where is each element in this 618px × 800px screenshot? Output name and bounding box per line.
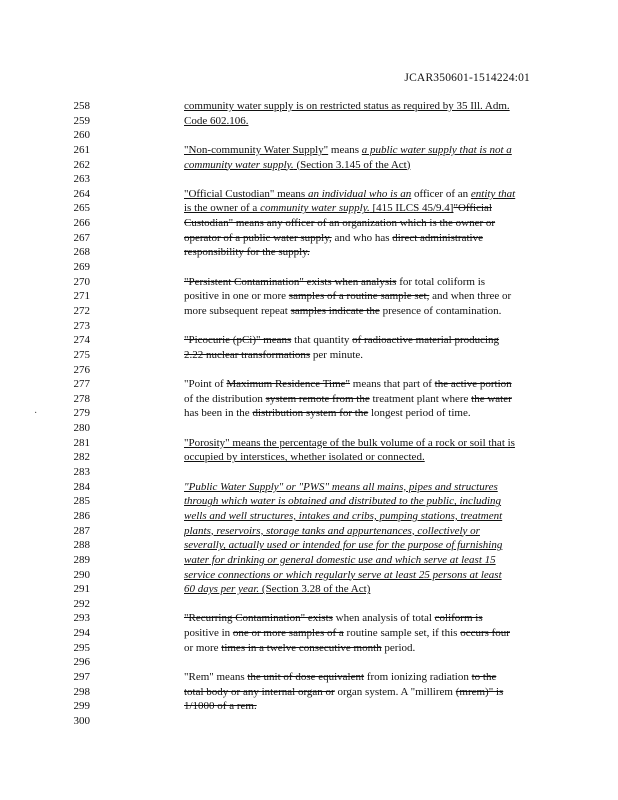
text-segment: "Official Custodian" means bbox=[184, 187, 308, 200]
text-segment: "Point of bbox=[184, 378, 227, 391]
line-number: 281 bbox=[73, 436, 90, 449]
text-segment: community water supply. bbox=[184, 158, 294, 171]
line-number: 279 bbox=[73, 407, 90, 420]
line-number: 270 bbox=[73, 275, 90, 288]
text-segment: 2.22 nuclear transformations bbox=[184, 348, 311, 361]
text-line bbox=[184, 158, 544, 173]
text-line bbox=[184, 128, 544, 143]
text-segment: "Porosity" means the percentage of the bulk volume of a rock or soil that is bbox=[184, 436, 515, 449]
line-number: 260 bbox=[73, 129, 90, 142]
text-line bbox=[184, 99, 544, 114]
text-line bbox=[184, 377, 544, 392]
text-line bbox=[184, 685, 544, 700]
text-segment: plants, reservoirs, storage tanks and appurtenances, collectively or bbox=[184, 524, 480, 537]
text-segment: 1/1000 of a rem. bbox=[184, 700, 257, 713]
text-segment: positive in bbox=[184, 627, 233, 640]
text-line bbox=[184, 538, 544, 553]
text-segment: water for drinking or general domestic use and which serve at least 15 bbox=[184, 553, 496, 566]
text-segment: that quantity bbox=[291, 334, 353, 347]
line-number: 271 bbox=[73, 290, 90, 303]
line-number: 278 bbox=[73, 392, 90, 405]
text-segment: Maximum Residence Time" bbox=[226, 378, 351, 391]
text-segment: from ionizing radiation bbox=[364, 670, 472, 683]
line-number: 299 bbox=[73, 700, 90, 713]
line-number: 258 bbox=[73, 100, 90, 112]
text-segment: to the bbox=[471, 670, 497, 683]
text-segment: the water bbox=[471, 392, 512, 405]
text-line bbox=[184, 641, 544, 656]
text-segment: responsibility for the supply. bbox=[184, 246, 310, 259]
line-number: 267 bbox=[73, 231, 90, 244]
line-number: 262 bbox=[73, 158, 90, 171]
line-number: 259 bbox=[73, 114, 90, 127]
text-segment: and when three or bbox=[429, 290, 512, 303]
text-line bbox=[184, 201, 544, 216]
text-segment: service connections or which regularly serve at least 25 persons at least bbox=[184, 568, 502, 581]
text-segment: when analysis of total bbox=[332, 612, 435, 625]
text-segment: the active portion bbox=[434, 378, 512, 391]
text-segment: 60 days per year. bbox=[184, 583, 260, 596]
line-number: 282 bbox=[73, 451, 90, 464]
text-segment: longest period of time. bbox=[368, 407, 471, 420]
line-number: 289 bbox=[73, 553, 90, 566]
text-segment: organ system. A "millirem bbox=[334, 685, 456, 698]
text-segment: "Persistent Contamination" exists when analysis bbox=[184, 275, 397, 288]
text-line bbox=[184, 319, 544, 334]
text-segment: times in a twelve consecutive month bbox=[221, 641, 382, 654]
text-segment: samples indicate the bbox=[290, 304, 380, 317]
line-number: 290 bbox=[73, 568, 90, 581]
line-number: 294 bbox=[73, 627, 90, 640]
text-line bbox=[184, 699, 544, 714]
document-id-header: JCAR350601-1514224:01 bbox=[404, 72, 530, 84]
text-line bbox=[184, 450, 544, 465]
text-segment: (Section 3.145 of the Act) bbox=[293, 158, 411, 171]
line-number: 284 bbox=[73, 480, 90, 493]
text-line bbox=[184, 436, 544, 451]
text-segment: occupied by interstices, whether isolated or connected. bbox=[184, 451, 425, 464]
text-segment: samples of a routine sample set, bbox=[288, 290, 430, 303]
text-segment: system remote from the bbox=[265, 392, 370, 405]
line-number-column bbox=[66, 99, 90, 729]
text-line bbox=[184, 509, 544, 524]
line-number: 298 bbox=[73, 685, 90, 698]
text-line bbox=[184, 670, 544, 685]
text-segment: means that part of bbox=[350, 378, 435, 391]
text-segment: the unit of dose equivalent bbox=[247, 670, 365, 683]
text-segment: of radioactive material producing bbox=[352, 334, 500, 347]
text-segment: severally, actually used or intended for use for the purpose of furnishing bbox=[184, 539, 503, 552]
text-segment: more subsequent repeat bbox=[184, 304, 291, 317]
text-segment: distribution system for the bbox=[252, 407, 369, 420]
text-line bbox=[184, 348, 544, 363]
text-segment: period. bbox=[381, 641, 416, 654]
line-number: 275 bbox=[73, 348, 90, 361]
text-line bbox=[184, 304, 544, 319]
text-line bbox=[184, 524, 544, 539]
text-line bbox=[184, 114, 544, 129]
text-segment: Custodian" means any officer of an organization which is the owner or bbox=[184, 217, 496, 230]
text-segment: is the owner of a bbox=[184, 202, 261, 215]
line-number: 272 bbox=[73, 304, 90, 317]
line-number: 295 bbox=[73, 641, 90, 654]
margin-mark: · bbox=[34, 408, 38, 419]
line-number: 266 bbox=[73, 217, 90, 230]
text-segment: an individual who is an bbox=[307, 187, 412, 200]
text-segment: total body or any internal organ or bbox=[184, 685, 335, 698]
line-number: 283 bbox=[73, 466, 90, 479]
line-number: 292 bbox=[73, 597, 90, 610]
line-number: 265 bbox=[73, 202, 90, 215]
line-number: 300 bbox=[73, 714, 90, 727]
text-segment: and who has bbox=[331, 231, 393, 244]
text-line bbox=[184, 611, 544, 626]
text-segment: of the distribution bbox=[184, 392, 266, 405]
text-segment: through which water is obtained and distributed to the public, including bbox=[184, 495, 502, 508]
text-segment: "Non-community Water Supply" bbox=[184, 143, 329, 156]
text-segment: coliform is bbox=[434, 612, 483, 625]
line-number: 264 bbox=[73, 187, 90, 200]
text-line bbox=[184, 275, 544, 290]
text-line bbox=[184, 626, 544, 641]
document-body bbox=[184, 99, 544, 729]
line-number: 297 bbox=[73, 670, 90, 683]
text-line bbox=[184, 187, 544, 202]
line-number: 263 bbox=[73, 173, 90, 186]
text-segment: officer of an bbox=[411, 187, 471, 200]
text-segment: positive in one or more bbox=[184, 290, 289, 303]
line-number: 293 bbox=[73, 612, 90, 625]
text-line bbox=[184, 714, 544, 729]
text-segment: or more bbox=[184, 641, 222, 654]
text-segment: direct administrative bbox=[392, 231, 483, 244]
line-number: 268 bbox=[73, 246, 90, 259]
line-number: 274 bbox=[73, 334, 90, 347]
line-number: 277 bbox=[73, 378, 90, 391]
text-line bbox=[184, 216, 544, 231]
text-segment: per minute. bbox=[310, 348, 364, 361]
line-number: 285 bbox=[73, 495, 90, 508]
text-segment: (Section 3.28 of the Act) bbox=[259, 583, 371, 596]
line-number: 291 bbox=[73, 583, 90, 596]
text-line bbox=[184, 421, 544, 436]
text-segment: treatment plant where bbox=[369, 392, 472, 405]
text-segment: routine sample set, if this bbox=[343, 627, 461, 640]
text-line bbox=[184, 406, 544, 421]
text-line bbox=[184, 582, 544, 597]
text-line bbox=[184, 480, 544, 495]
text-segment: occurs four bbox=[460, 627, 510, 640]
line-number: 296 bbox=[73, 656, 90, 669]
text-line bbox=[184, 568, 544, 583]
text-line bbox=[184, 392, 544, 407]
text-segment: presence of contamination. bbox=[379, 304, 502, 317]
text-segment: "Picocurie (pCi)" means bbox=[184, 334, 292, 347]
text-segment: community water supply. bbox=[260, 202, 370, 215]
text-segment: Code 602.106. bbox=[184, 114, 249, 127]
text-line bbox=[184, 289, 544, 304]
line-number: 261 bbox=[73, 143, 90, 156]
text-segment: "Rem" means bbox=[184, 670, 248, 683]
text-segment: "Public Water Supply" or "PWS" means all mains, pipes and structures bbox=[184, 480, 498, 493]
text-line bbox=[184, 465, 544, 480]
text-line bbox=[184, 597, 544, 612]
text-line bbox=[184, 260, 544, 275]
text-segment: operator of a public water supply, bbox=[184, 231, 332, 244]
text-line bbox=[184, 231, 544, 246]
text-segment: for total coliform is bbox=[396, 275, 486, 288]
line-number: 269 bbox=[73, 261, 90, 274]
text-segment: means bbox=[328, 143, 362, 156]
line-number: 288 bbox=[73, 539, 90, 552]
text-line bbox=[184, 245, 544, 260]
text-line bbox=[184, 172, 544, 187]
text-line bbox=[184, 553, 544, 568]
line-number: 280 bbox=[73, 422, 90, 435]
text-segment: community water supply is on restricted status as required by 35 Ill. Adm. bbox=[184, 100, 510, 112]
text-segment: has been in the bbox=[184, 407, 253, 420]
text-line bbox=[184, 494, 544, 509]
line-number: 287 bbox=[73, 524, 90, 537]
text-line bbox=[184, 143, 544, 158]
text-line bbox=[184, 333, 544, 348]
text-segment: [415 ILCS 45/9.4] bbox=[369, 202, 454, 215]
text-segment: entity that bbox=[470, 187, 516, 200]
text-segment: one or more samples of a bbox=[232, 627, 344, 640]
line-number: 286 bbox=[73, 509, 90, 522]
text-segment: (mrem)" is bbox=[455, 685, 504, 698]
line-number: 276 bbox=[73, 363, 90, 376]
text-line bbox=[184, 655, 544, 670]
text-segment: wells and well structures, intakes and cribs, pumping stations, treatment bbox=[184, 509, 503, 522]
text-segment: "Official bbox=[453, 202, 492, 215]
line-number: 273 bbox=[73, 319, 90, 332]
text-segment: "Recurring Contamination" exists bbox=[184, 612, 333, 625]
text-segment: a public water supply that is not a bbox=[361, 143, 512, 156]
text-line bbox=[184, 363, 544, 378]
